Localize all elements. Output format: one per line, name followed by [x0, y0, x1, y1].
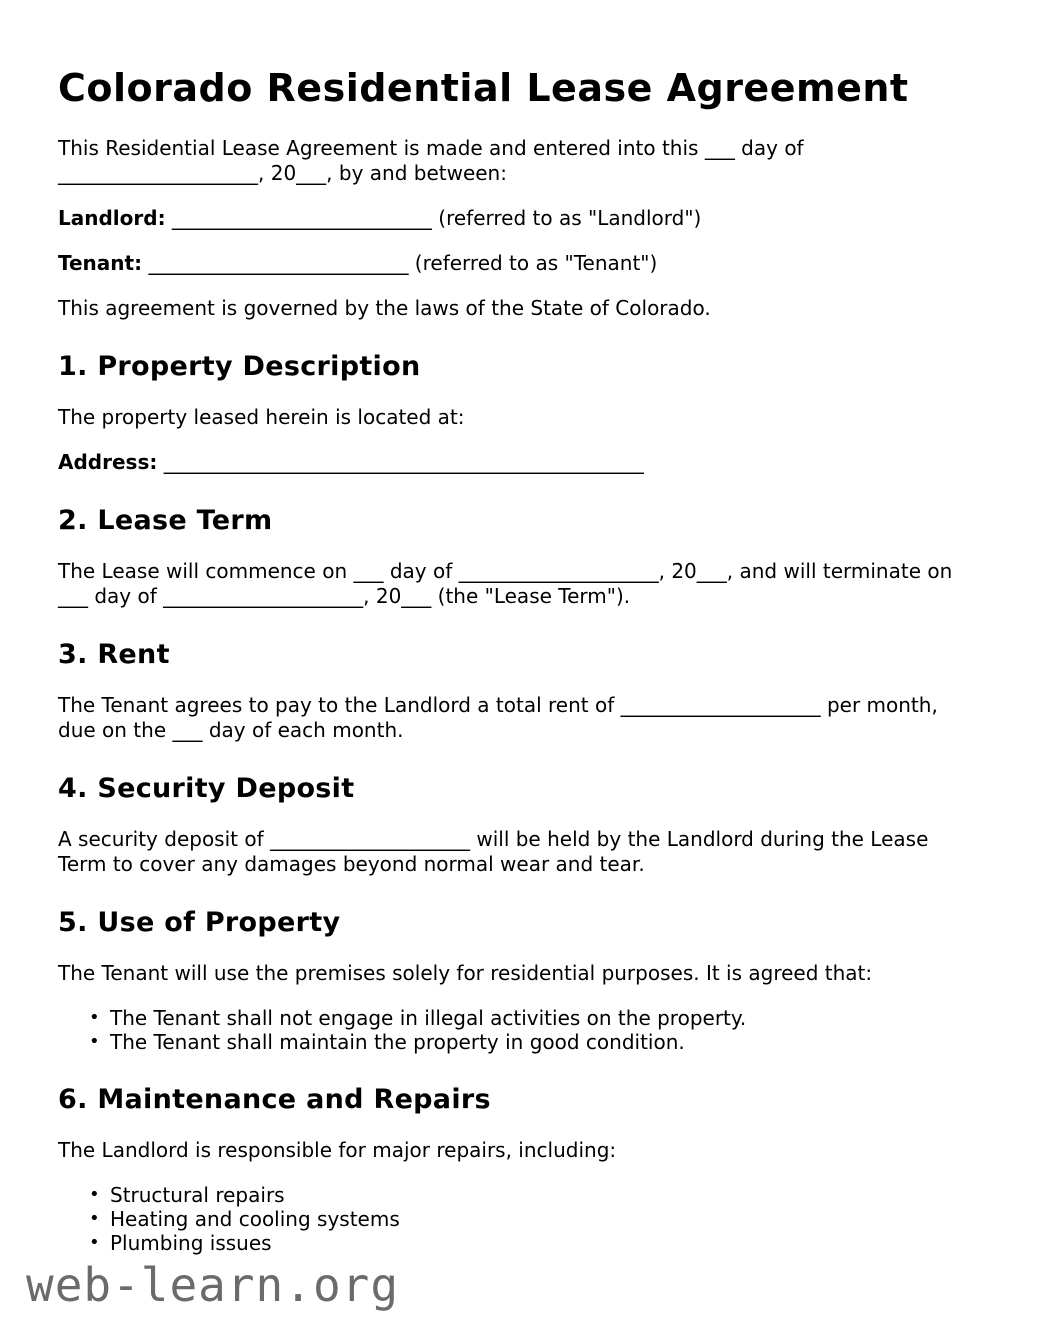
section-heading-use-of-property: 5. Use of Property [58, 907, 341, 938]
tenant-blank-line: __________________________ (referred to as "Tenant") [142, 251, 658, 275]
rent-paragraph: The Tenant agrees to pay to the Landlord a total rent of ____________________ per month, due on the ___ day of each month. [58, 693, 938, 742]
security-deposit-paragraph: A security deposit of ____________________ will be held by the Landlord during the Lease Term to cover any damages beyond normal wear and tear. [58, 827, 929, 876]
list-item: • The Tenant shall not engage in illegal activities on the property. [110, 1006, 979, 1030]
section-heading-property-description: 1. Property Description [58, 351, 421, 382]
maintenance-paragraph: The Landlord is responsible for major repairs, including: [58, 1138, 617, 1162]
use-of-property-paragraph: The Tenant will use the premises solely for residential purposes. It is agreed that: [58, 961, 873, 985]
property-description-paragraph: The property leased herein is located at: [58, 405, 465, 429]
use-of-property-list [58, 1006, 979, 1054]
section-heading-rent: 3. Rent [58, 639, 170, 670]
list-item: • Plumbing issues [110, 1231, 979, 1255]
list-item: • Heating and cooling systems [110, 1207, 979, 1231]
list-item: • Structural repairs [110, 1183, 979, 1207]
lease-term-paragraph: The Lease will commence on ___ day of ____________________, 20___, and will terminate on ___ day of ____________________, 20___ (the "Lease Term"). [58, 559, 953, 608]
address-blank-line: ________________________________________________ [157, 450, 644, 474]
tenant-line [58, 251, 979, 276]
governing-law-paragraph: This agreement is governed by the laws of the State of Colorado. [58, 296, 711, 320]
list-item: • The Tenant shall maintain the property in good condition. [110, 1030, 979, 1054]
address-line [58, 450, 979, 475]
maintenance-list [58, 1183, 979, 1255]
intro-paragraph: This Residential Lease Agreement is made and entered into this ___ day of ____________________, 20___, by and between: [58, 136, 804, 185]
section-heading-security-deposit: 4. Security Deposit [58, 773, 355, 804]
watermark: web-learn.org [26, 1258, 400, 1312]
landlord-blank-line: __________________________ (referred to as "Landlord") [165, 206, 702, 230]
tenant-label: Tenant: [58, 251, 143, 275]
landlord-line [58, 206, 979, 231]
document-content [58, 66, 979, 1255]
section-heading-lease-term: 2. Lease Term [58, 505, 273, 536]
landlord-label: Landlord: [58, 206, 166, 230]
document-title: Colorado Residential Lease Agreement [58, 66, 909, 110]
section-heading-maintenance-repairs: 6. Maintenance and Repairs [58, 1084, 491, 1115]
address-label: Address: [58, 450, 158, 474]
